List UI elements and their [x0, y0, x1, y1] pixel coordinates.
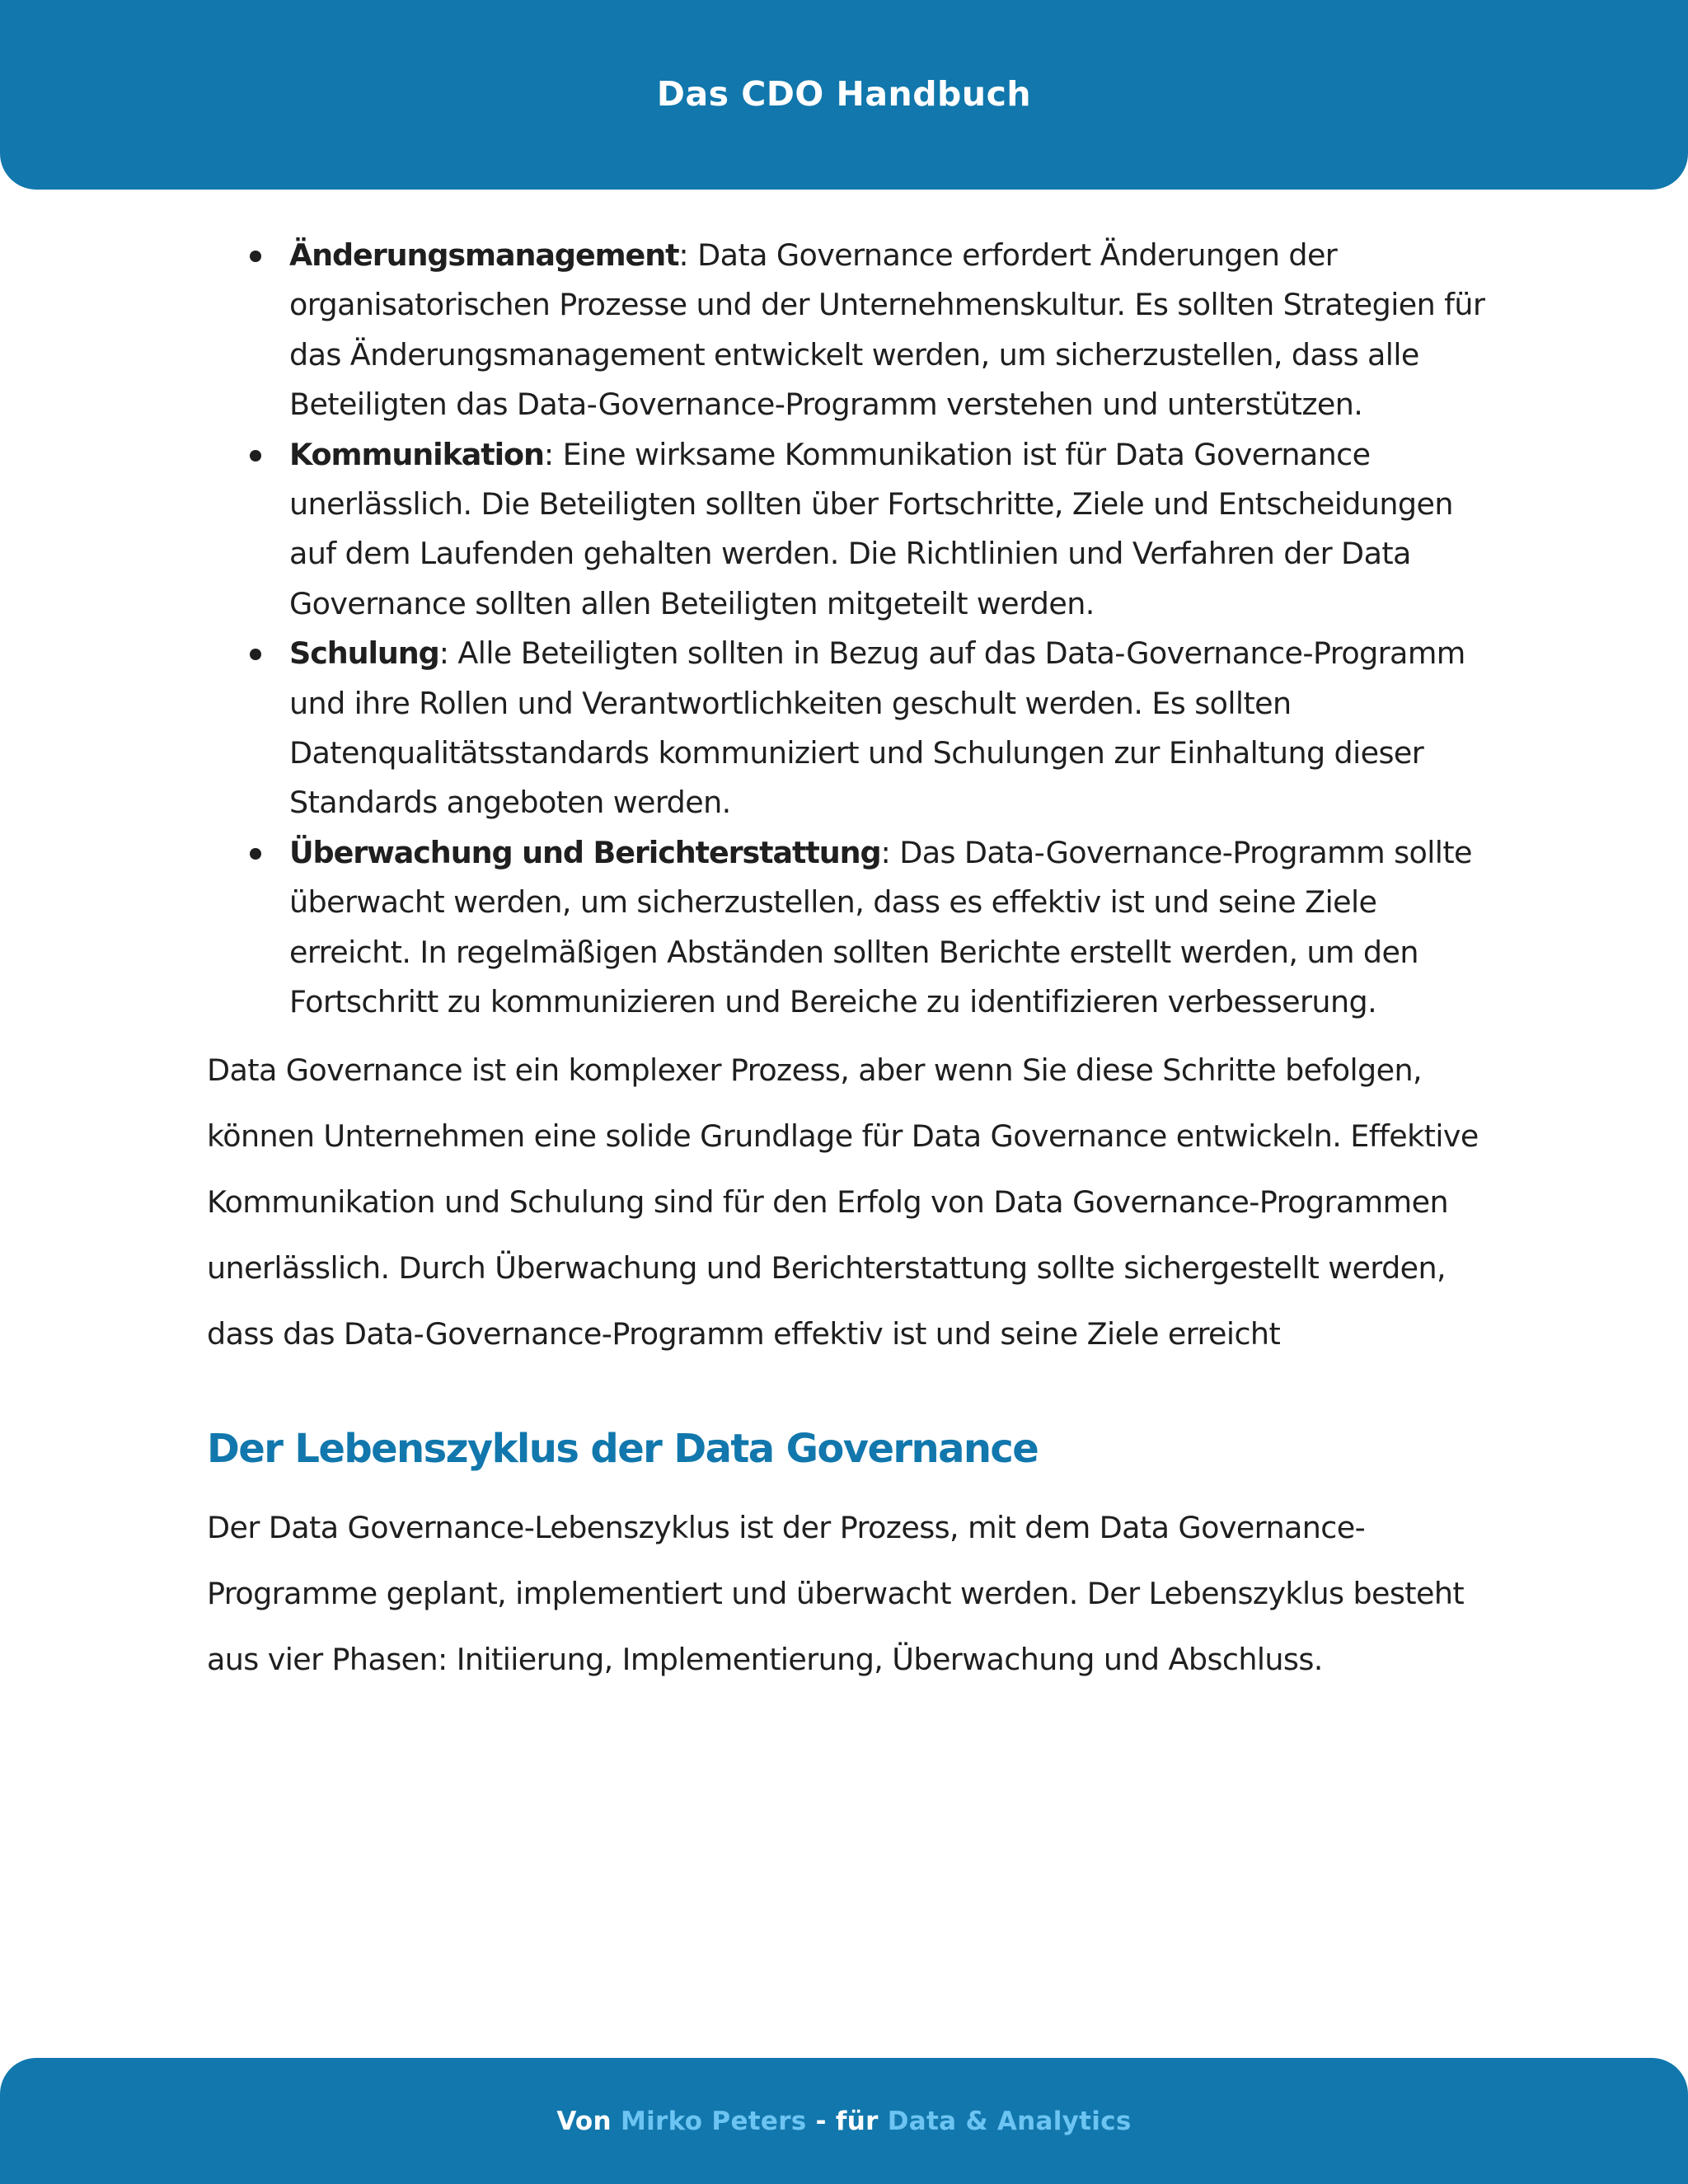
section-heading: Der Lebenszyklus der Data Governance: [207, 1425, 1039, 1472]
bullet-dot-icon: [250, 848, 261, 860]
bullet-text: : Das Data-Governance-Programm sollte überwacht werden, um sicherzustellen, dass es effektiv ist und seine Ziele erreicht. In regelmäßigen Abständen sollten Berichte erstellt werden, um den Fortschritt zu kommunizieren und Bereiche zu identifizieren verbesserung.: [289, 834, 1472, 1020]
bullet-term: Änderungsmanagement: [289, 237, 679, 273]
bullet-dot-icon: [250, 251, 261, 262]
bullet-text: : Data Governance erfordert Änderungen der organisatorischen Prozesse und der Unternehmenskultur. Es sollten Strategien für das Änderungsmanagement entwickelt werden, um sicherzustellen, dass alle Beteiligten das Data-Governance-Programm verstehen und unterstützen.: [289, 237, 1485, 423]
footer-middle: - für: [806, 2106, 888, 2136]
bullet-text: : Alle Beteiligten sollten in Bezug auf das Data-Governance-Programm und ihre Rollen und Verantwortlichkeiten geschult werden. Es sollten Datenqualitätsstandards kommuniziert und Schulungen zur Einhaltung dieser Standards angeboten werden.: [289, 635, 1465, 821]
section-paragraph: Der Data Governance-Lebenszyklus ist der Prozess, mit dem Data Governance-Programme geplant, implementiert und überwacht werden. Der Lebenszyklus besteht aus vier Phasen: Initiierung, Implementierung, Überwachung und Abschluss.: [207, 1509, 1465, 1677]
body-paragraph: Data Governance ist ein komplexer Prozess, aber wenn Sie diese Schritte befolgen, können Unternehmen eine solide Grundlage für Data Governance entwickeln. Effektive Kommunikation und Schulung sind für den Erfolg von Data Governance-Programmen unerlässlich. Durch Überwachung und Berichterstattung sollte sichergestellt werden, dass das Data-Governance-Programm effektiv ist und seine Ziele erreicht: [207, 1052, 1479, 1352]
bullet-text: : Eine wirksame Kommunikation ist für Data Governance unerlässlich. Die Beteiligten sollten über Fortschritte, Ziele und Entscheidungen auf dem Laufenden gehalten werden. Die Richtlinien und Verfahren der Data Governance sollten allen Beteiligten mitgeteilt werden.: [289, 436, 1453, 621]
footer-author: Mirko Peters: [620, 2106, 807, 2136]
bullet-list: [207, 231, 1493, 1028]
footer-credit: [556, 2107, 1131, 2136]
bullet-term: Schulung: [289, 635, 439, 672]
footer-prefix: Von: [556, 2106, 621, 2136]
bullet-term: Kommunikation: [289, 436, 544, 472]
bullet-item-aenderungsmanagement: [289, 231, 1493, 430]
bullet-term: Überwachung und Berichterstattung: [289, 834, 881, 870]
bullet-dot-icon: [250, 450, 261, 462]
bullet-item-ueberwachung: [289, 828, 1493, 1028]
bullet-item-schulung: [289, 629, 1493, 828]
page-header: [0, 0, 1688, 190]
footer-org: Data & Analytics: [887, 2106, 1132, 2136]
main-content: [207, 231, 1493, 1693]
bullet-dot-icon: [250, 649, 261, 660]
header-title: Das CDO Handbuch: [656, 74, 1032, 114]
bullet-item-kommunikation: [289, 430, 1493, 630]
page-footer: [0, 2058, 1688, 2184]
